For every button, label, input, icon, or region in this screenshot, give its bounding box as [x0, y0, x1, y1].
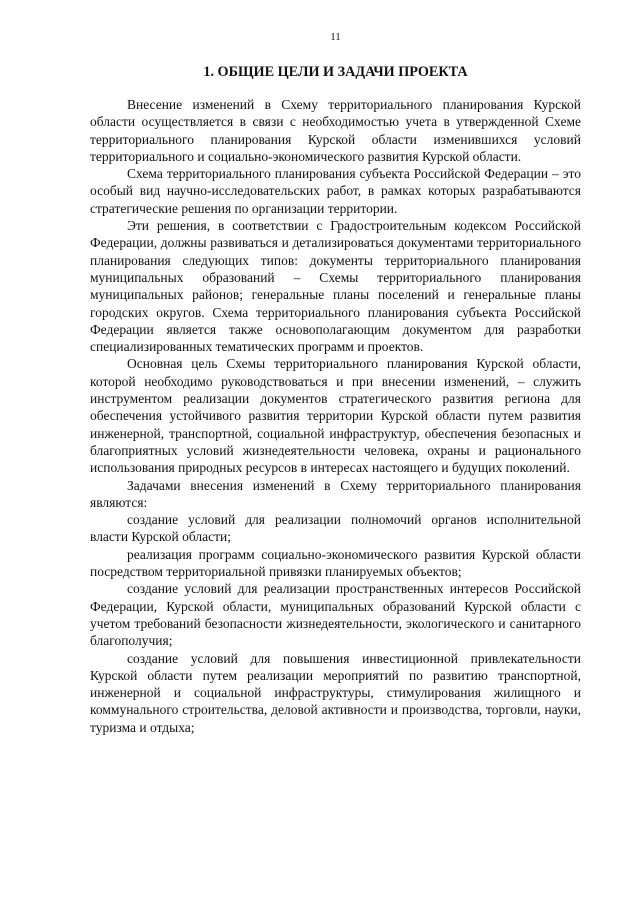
- task-item: создание условий для повышения инвестиционной привлекательности Курской области путем реализации мероприятий по развитию транспортной, инженерной и социальной инфраструктуры, стимулирования жилищного и коммунального строительства, деловой активности и производства, торговли, науки, туризма и отдыха;: [90, 650, 581, 735]
- section-heading: 1. ОБЩИЕ ЦЕЛИ И ЗАДАЧИ ПРОЕКТА: [203, 64, 468, 80]
- task-item: реализация программ социально-экономического развития Курской области посредством территориальной привязки планируемых объектов;: [90, 546, 581, 580]
- paragraph-tasks-intro: Задачами внесения изменений в Схему территориального планирования являются:: [90, 477, 581, 510]
- document-page: [90, 0, 581, 905]
- task-item: создание условий для реализации пространственных интересов Российской Федерации, Курской области, муниципальных образований Курской области с учетом требований безопасности жизнедеятельности, экологического и санитарного благополучия;: [90, 581, 581, 649]
- paragraph-definition: Схема территориального планирования субъекта Российской Федерации – это особый вид научно-исследовательских работ, в рамках которых разрабатываются стратегические решения по организации территории.: [90, 166, 581, 216]
- paragraph-main-goal: Основная цель Схемы территориального планирования Курской области, которой необходимо руководствоваться и при внесении изменений, – служить инструментом реализации документов стратегического развития региона для обеспечения устойчивого развития территории Курской области путем развития инженерной, транспортной, социальной инфраструктур, обеспечения безопасных и благоприятных условий жизнедеятельности человека, охраны и рационального использования природных ресурсов в интересах настоящего и будущих поколений.: [90, 356, 581, 476]
- page-number: 11: [330, 31, 341, 43]
- section-body: [90, 96, 581, 736]
- paragraph-decisions: Эти решения, в соответствии с Градостроительным кодексом Российской Федерации, должны развиваться и детализироваться документами территориального планирования следующих типов: документы территориального планирования муниципальных образований – Схемы территориального планирования муниципальных районов; генеральные планы поселений и генеральные планы городских округов. Схема территориального планирования субъекта Российской Федерации является также основополагающим документом для разработки специализированных тематических программ и проектов.: [90, 218, 581, 355]
- paragraph-intro: Внесение изменений в Схему территориального планирования Курской области осуществляется в связи с необходимостью учета в утвержденной Схеме территориального планирования Курской области изменившихся условий территориального и социально-экономического развития Курской области.: [90, 97, 581, 164]
- task-item: создание условий для реализации полномочий органов исполнительной власти Курской области;: [90, 512, 581, 545]
